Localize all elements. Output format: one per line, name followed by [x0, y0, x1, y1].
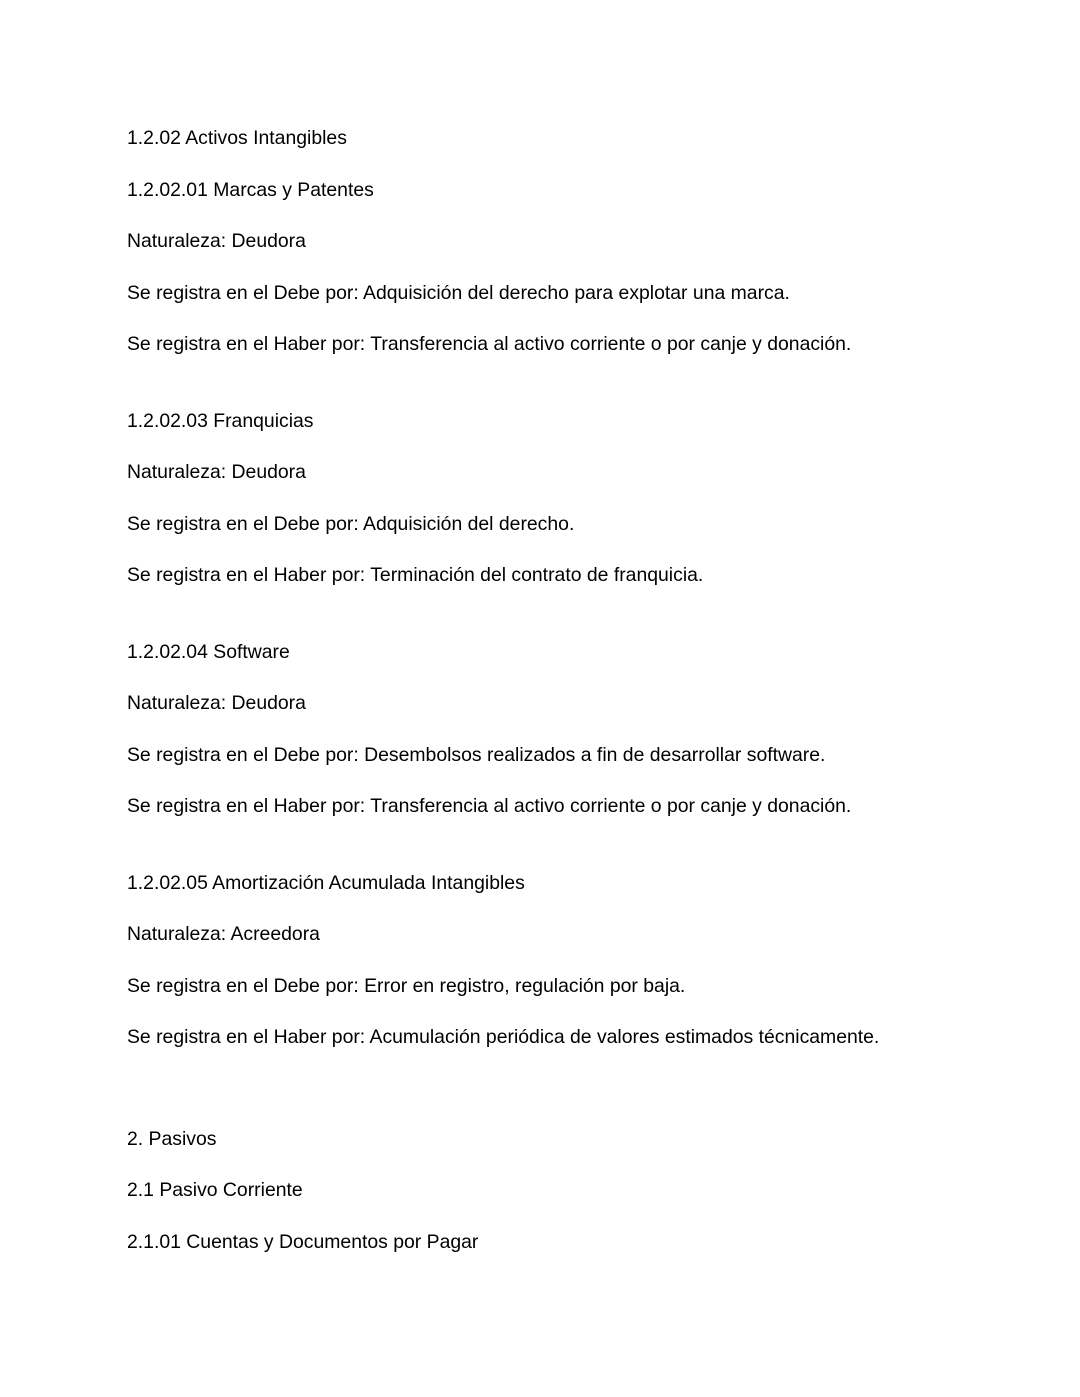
section-activos-intangibles — [127, 113, 985, 371]
account-heading: 1.2.02.01 Marcas y Patentes — [127, 178, 374, 201]
account-nature: Naturaleza: Deudora — [127, 461, 306, 483]
section-amortizacion-acumulada — [127, 858, 985, 1064]
account-credit-rule: Se registra en el Haber por: Terminación del contrato de franquicia. — [127, 564, 704, 586]
account-credit-rule: Se registra en el Haber por: Acumulación periódica de valores estimados técnicamente. — [127, 1026, 880, 1048]
account-credit-rule: Se registra en el Haber por: Transferencia al activo corriente o por canje y donación. — [127, 795, 852, 817]
account-debit-rule: Se registra en el Debe por: Adquisición del derecho. — [127, 512, 575, 535]
section-franquicias — [127, 396, 985, 602]
account-heading: 1.2.02.05 Amortización Acumulada Intangibles — [127, 871, 525, 894]
subgroup-heading-pasivo-corriente: 2.1 Pasivo Corriente — [127, 1179, 303, 1201]
section-gap-large — [127, 1064, 985, 1114]
account-nature: Naturaleza: Deudora — [127, 230, 306, 252]
account-heading: 1.2.02.03 Franquicias — [127, 409, 314, 432]
account-nature: Naturaleza: Acreedora — [127, 923, 320, 945]
account-subgroup-heading: 1.2.02 Activos Intangibles — [127, 127, 347, 149]
section-gap — [127, 371, 985, 396]
section-gap — [127, 833, 985, 858]
section-gap — [127, 602, 985, 627]
account-heading: 1.2.02.04 Software — [127, 640, 290, 663]
account-debit-rule: Se registra en el Debe por: Adquisición del derecho para explotar una marca. — [127, 281, 790, 304]
account-nature: Naturaleza: Deudora — [127, 692, 306, 714]
account-debit-rule: Se registra en el Debe por: Desembolsos realizados a fin de desarrollar software. — [127, 743, 826, 766]
account-credit-rule: Se registra en el Haber por: Transferencia al activo corriente o por canje y donación. — [127, 333, 852, 355]
section-pasivos — [127, 1114, 985, 1269]
group-heading-pasivos: 2. Pasivos — [127, 1127, 217, 1150]
account-heading: 2.1.01 Cuentas y Documentos por Pagar — [127, 1230, 479, 1253]
section-software — [127, 627, 985, 833]
account-debit-rule: Se registra en el Debe por: Error en registro, regulación por baja. — [127, 974, 686, 997]
